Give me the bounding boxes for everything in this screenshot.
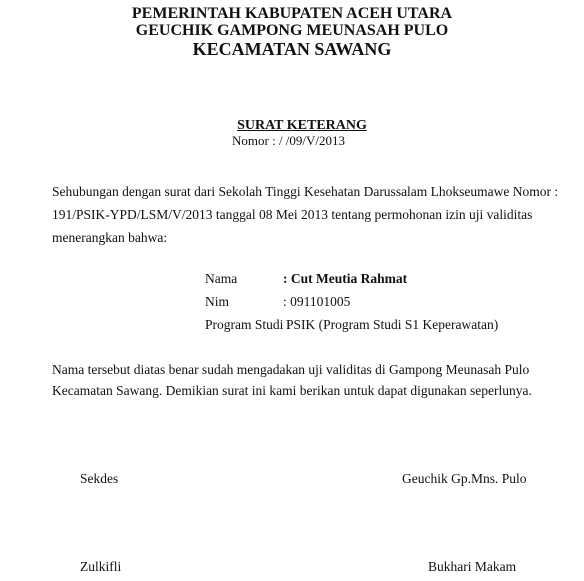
opening-line-2: 191/PSIK-YPD/LSM/V/2013 tanggal 08 Mei 2013 tentang permohonan izin uji validitas (52, 207, 533, 222)
signature-left-name: Zulkifli (80, 559, 122, 574)
signature-right-title: Geuchik Gp.Mns. Pulo (402, 471, 527, 486)
letter-number: Nomor : / /09/V/2013 (232, 133, 346, 148)
closing-line-2: Kecamatan Sawang. Demikian surat ini kami berikan untuk dapat digunakan seperlunya. (52, 383, 532, 398)
header-district: KECAMATAN SAWANG (192, 39, 392, 59)
name-value: : Cut Meutia Rahmat (283, 271, 408, 286)
program-label: Program Studi : (205, 317, 291, 332)
signature-right-name: Bukhari Makam (428, 559, 517, 574)
closing-line-1: Nama tersebut diatas benar sudah mengadakan uji validitas di Gampong Meunasah Pulo (52, 362, 530, 377)
program-value: PSIK (Program Studi S1 Keperawatan) (286, 317, 499, 332)
opening-line-3: menerangkan bahwa: (52, 230, 168, 245)
opening-line-1: Sehubungan dengan surat dari Sekolah Tinggi Kesehatan Darussalam Lhokseumawe Nomor : (52, 184, 559, 199)
header-government: PEMERINTAH KABUPATEN ACEH UTARA (131, 5, 453, 22)
nim-value: : 091101005 (283, 294, 351, 309)
name-label: Nama (205, 271, 238, 286)
signature-left-title: Sekdes (80, 471, 119, 486)
letter-title: SURAT KETERANG (237, 118, 367, 133)
nim-label: Nim (205, 294, 230, 309)
header-village-head: GEUCHIK GAMPONG MEUNASAH PULO (135, 22, 449, 39)
